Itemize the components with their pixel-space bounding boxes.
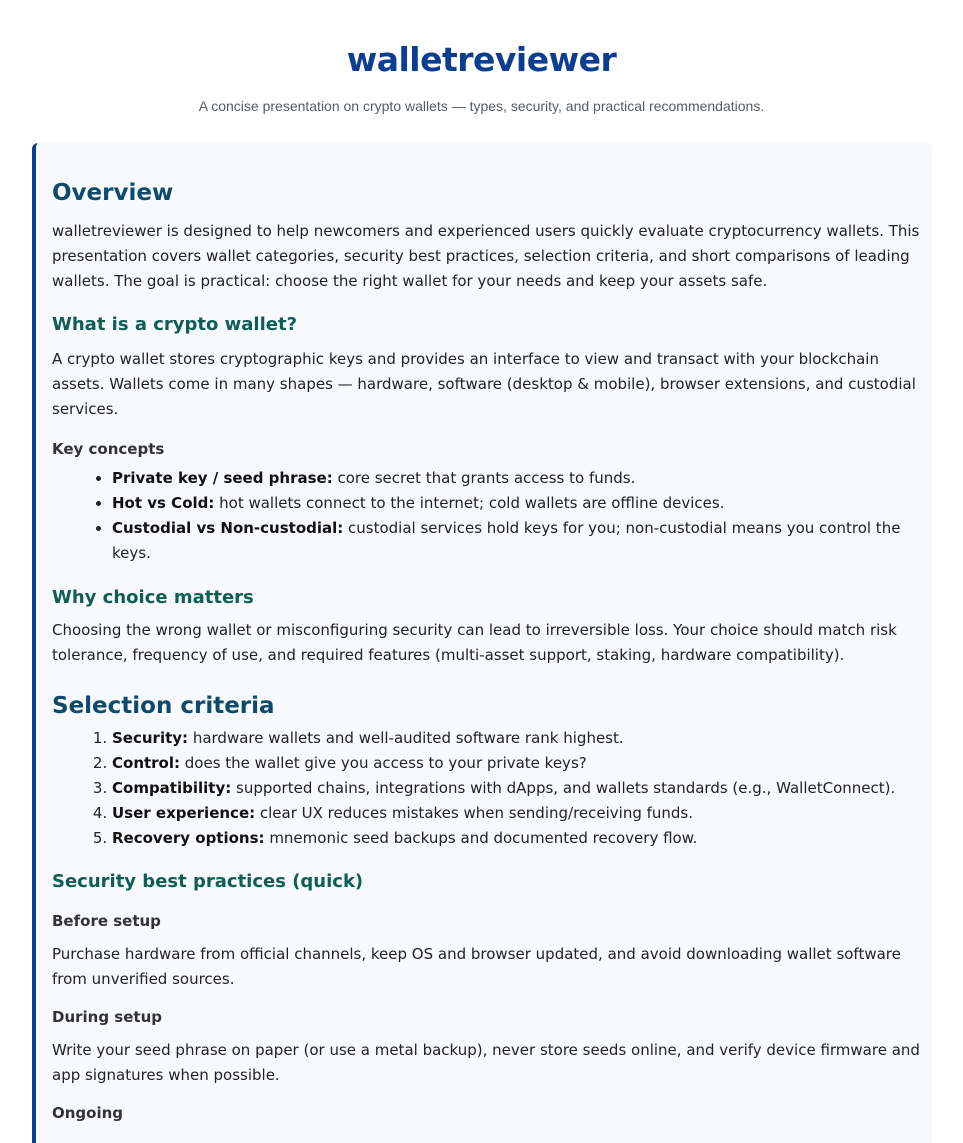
content-panel — [32, 143, 932, 1143]
during-setup-text: Write your seed phrase on paper (or use a metal backup), never store seeds online, and verify device firmware and app signatures when possible. — [52, 1041, 920, 1084]
selection-list — [52, 726, 932, 851]
during-setup-heading: During setup — [52, 1008, 162, 1026]
list-item: 1. Security: hardware wallets and well-audited software rank highest. — [112, 726, 932, 751]
key-concepts-heading: Key concepts — [52, 440, 165, 458]
security-heading: Security best practices (quick) — [52, 871, 364, 892]
key-concepts-list — [52, 466, 932, 566]
before-setup-heading: Before setup — [52, 912, 161, 930]
overview-heading: Overview — [52, 180, 174, 206]
site-title: walletreviewer — [346, 40, 617, 79]
list-item: 4. User experience: clear UX reduces mistakes when sending/receiving funds. — [112, 801, 932, 826]
list-item: • Hot vs Cold: hot wallets connect to the internet; cold wallets are offline devices. — [112, 491, 932, 516]
list-item: 2. Control: does the wallet give you access to your private keys? — [112, 751, 932, 776]
before-setup-text: Purchase hardware from official channels, keep OS and browser updated, and avoid downloading wallet software from unverified sources. — [52, 945, 901, 988]
list-item: • Private key / seed phrase: core secret that grants access to funds. — [112, 466, 932, 491]
what-is-heading: What is a crypto wallet? — [52, 314, 298, 335]
why-choice-heading: Why choice matters — [52, 587, 254, 608]
why-choice-text: Choosing the wrong wallet or misconfiguring security can lead to irreversible loss. Your choice should match risk tolerance, frequency of use, and required features (multi-asset support, staking, hardware compatibility). — [52, 621, 897, 664]
overview-text: walletreviewer is designed to help newcomers and experienced users quickly evaluate cryptocurrency wallets. This presentation covers wallet categories, security best practices, selection criteria, and short comparisons of leading wallets. The goal is practical: choose the right wallet for your needs and keep your assets safe. — [52, 222, 920, 290]
list-item: • Custodial vs Non-custodial: custodial services hold keys for you; non-custodial means you control the keys. — [112, 516, 932, 566]
what-is-text: A crypto wallet stores cryptographic keys and provides an interface to view and transact with your blockchain assets. Wallets come in many shapes — hardware, software (desktop & mobile), browser extensions, and custodial services. — [52, 350, 916, 418]
selection-heading: Selection criteria — [52, 693, 275, 719]
list-item: 3. Compatibility: supported chains, integrations with dApps, and wallets standards (e.g., WalletConnect). — [112, 776, 932, 801]
list-item: 5. Recovery options: mnemonic seed backups and documented recovery flow. — [112, 826, 932, 851]
ongoing-heading: Ongoing — [52, 1104, 124, 1122]
page-header — [0, 0, 963, 115]
site-tagline: A concise presentation on crypto wallets — types, security, and practical recommendations. — [198, 98, 765, 114]
